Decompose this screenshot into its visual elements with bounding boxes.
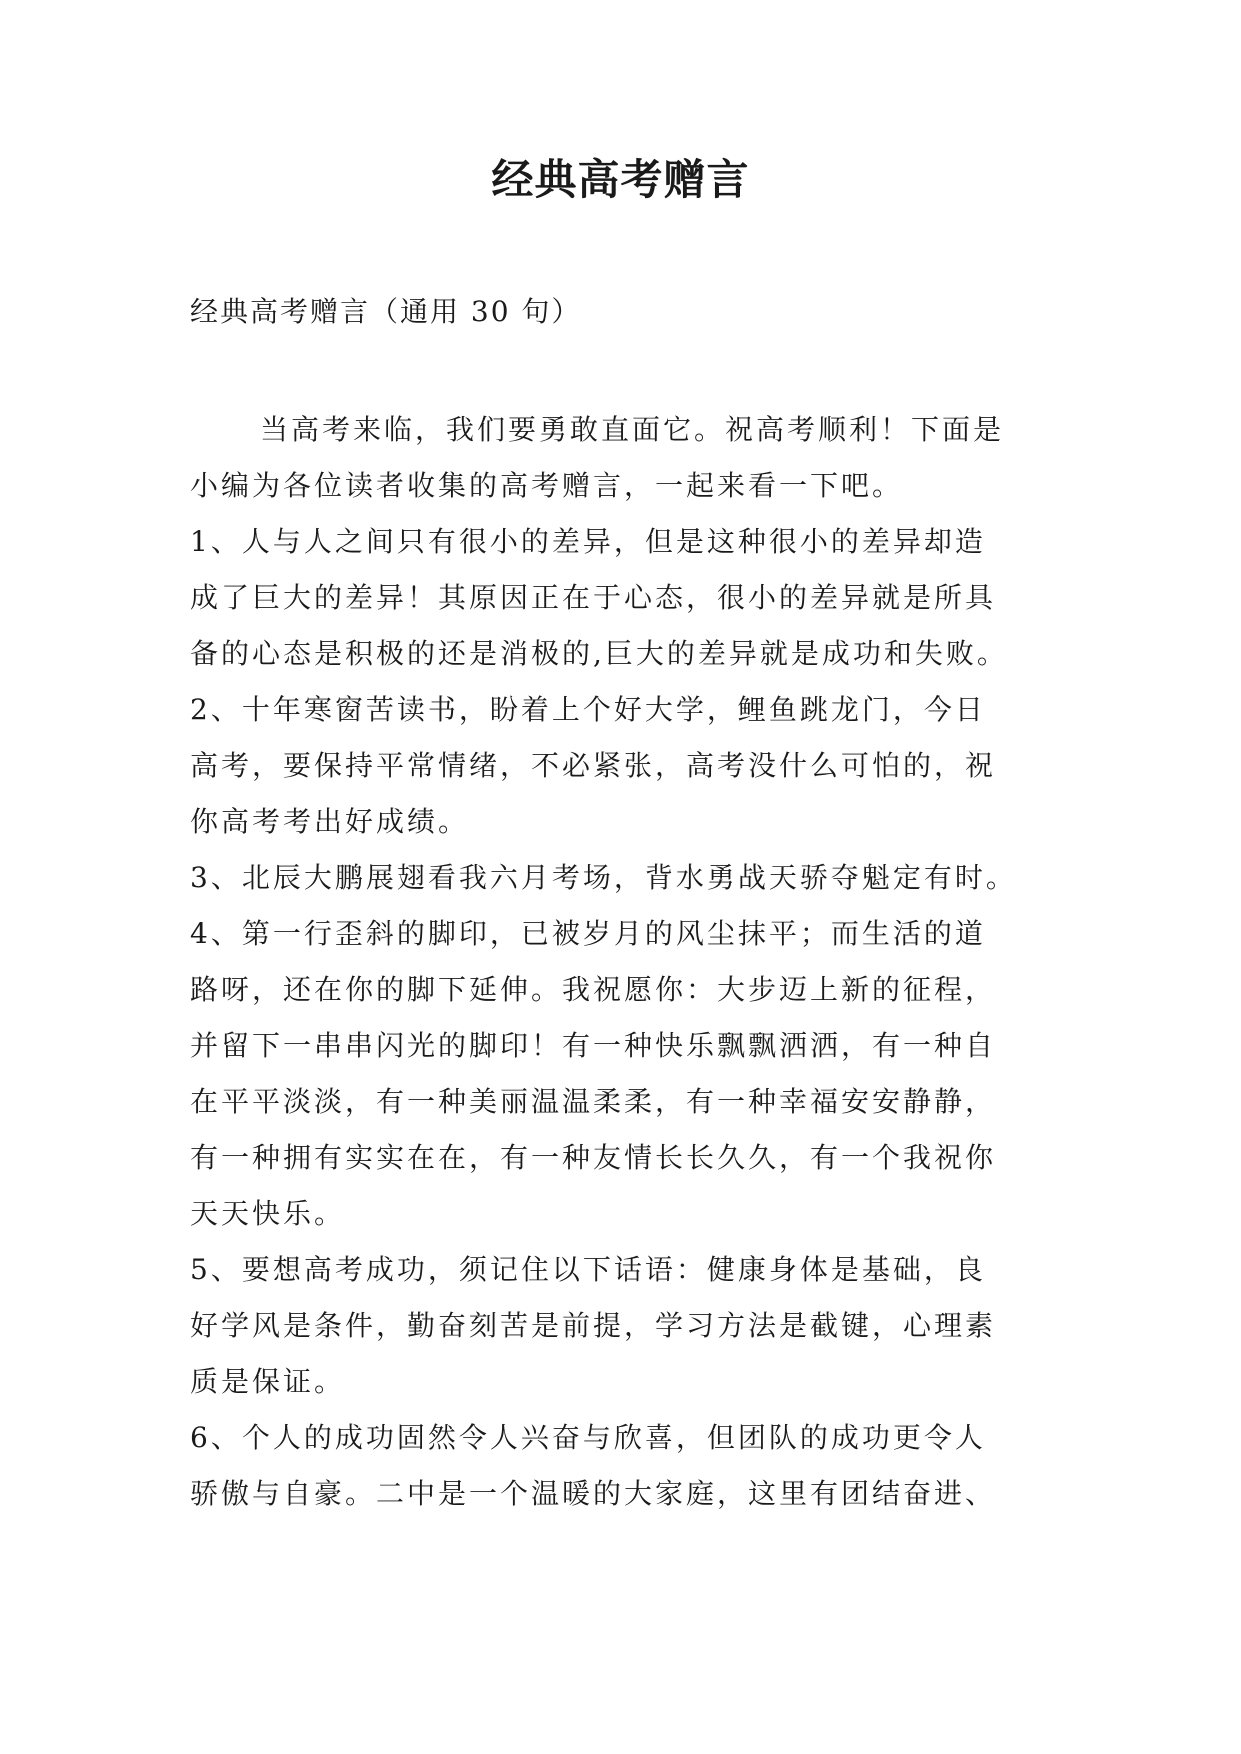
paragraph-line: 备的心态是积极的还是消极的,巨大的差异就是成功和失败。 bbox=[190, 637, 1008, 670]
paragraph-line: 1、人与人之间只有很小的差异，但是这种很小的差异却造 bbox=[190, 525, 986, 558]
paragraph-line: 当高考来临，我们要勇敢直面它。祝高考顺利！下面是 bbox=[260, 413, 1005, 446]
paragraph-line: 4、第一行歪斜的脚印，已被岁月的风尘抹平；而生活的道 bbox=[190, 917, 986, 950]
paragraph-line: 5、要想高考成功，须记住以下话语：健康身体是基础，良 bbox=[190, 1253, 986, 1286]
paragraph-line: 3、北辰大鹏展翅看我六月考场，背水勇战天骄夺魁定有时。 bbox=[190, 861, 1017, 894]
paragraph-line: 质是保证。 bbox=[190, 1365, 346, 1398]
document-title: 经典高考赠言 bbox=[491, 155, 750, 204]
document-subtitle: 经典高考赠言（通用 30 句） bbox=[190, 295, 582, 328]
document-body bbox=[190, 402, 1070, 1522]
paragraph-line: 并留下一串串闪光的脚印！有一种快乐飘飘洒洒，有一种自 bbox=[190, 1029, 997, 1062]
paragraph-line: 路呀，还在你的脚下延伸。我祝愿你：大步迈上新的征程， bbox=[190, 973, 997, 1006]
paragraph-line: 有一种拥有实实在在，有一种友情长长久久，有一个我祝你 bbox=[190, 1141, 997, 1174]
paragraph-line: 2、十年寒窗苦读书，盼着上个好大学，鲤鱼跳龙门，今日 bbox=[190, 693, 986, 726]
paragraph-line: 高考，要保持平常情绪，不必紧张，高考没什么可怕的，祝 bbox=[190, 749, 997, 782]
paragraph-line: 你高考考出好成绩。 bbox=[190, 805, 470, 838]
paragraph-line: 骄傲与自豪。二中是一个温暖的大家庭，这里有团结奋进、 bbox=[190, 1477, 997, 1510]
paragraph-line: 天天快乐。 bbox=[190, 1197, 346, 1230]
paragraph-line: 在平平淡淡，有一种美丽温温柔柔，有一种幸福安安静静， bbox=[190, 1085, 997, 1118]
paragraph-line: 小编为各位读者收集的高考赠言，一起来看一下吧。 bbox=[190, 469, 904, 502]
paragraph-line: 成了巨大的差异！其原因正在于心态，很小的差异就是所具 bbox=[190, 581, 997, 614]
paragraph-line: 好学风是条件，勤奋刻苦是前提，学习方法是截键，心理素 bbox=[190, 1309, 997, 1342]
paragraph-line: 6、个人的成功固然令人兴奋与欣喜，但团队的成功更令人 bbox=[190, 1421, 986, 1454]
